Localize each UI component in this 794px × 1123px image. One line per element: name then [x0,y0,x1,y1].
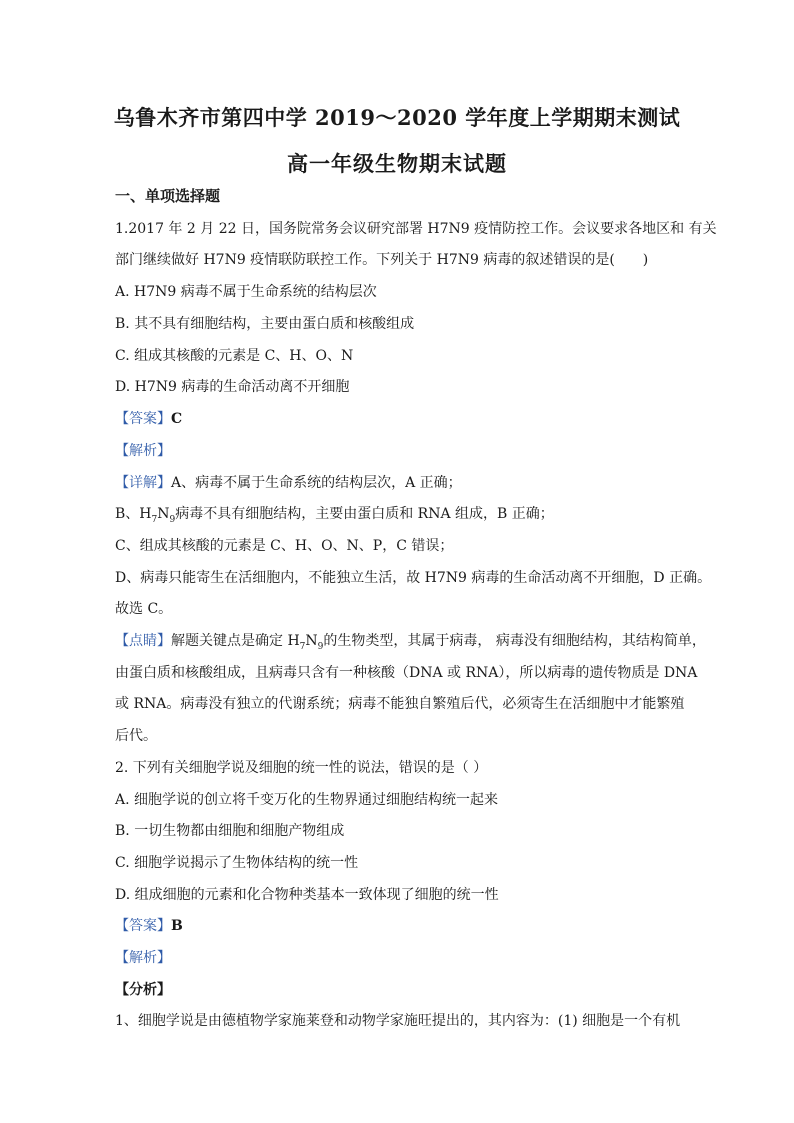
answer-value: B [171,918,183,934]
point-label: 【点睛】 [115,633,171,649]
point-post: 的生物类型，其属于病毒， 病毒没有细胞结构，其结构简单， [323,633,706,649]
q2-option-b: B. 一切生物都由细胞和细胞产物组成 [115,823,345,839]
section-heading: 一、单项选择题 [115,187,221,205]
q2-stem: 2. 下列有关细胞学说及细胞的统一性的说法，错误的是（ ） [115,760,488,776]
q1-detail-d: D、病毒只能寄生在活细胞内，不能独立生活，故 H7N9 病毒的生命活动离不开细胞，D 正确。 [115,570,712,586]
point-pre: 解题关键点是确定 H [171,633,300,649]
q1-point-line1 [115,630,706,652]
detail-b-sub2: 9 [169,514,176,525]
q1-point-line4: 后代。 [115,728,157,744]
q1-point-line2: 由蛋白质和核酸组成，且病毒只含有一种核酸（DNA 或 RNA），所以病毒的遗传物质是 DNA [115,665,698,681]
q1-option-c: C. 组成其核酸的元素是 C、H、O、N [115,348,354,364]
q2-option-d: D. 组成细胞的元素和化合物种类基本一致体现了细胞的统一性 [115,887,499,903]
point-sub2: 9 [317,641,324,652]
analyze-label: 【分析】 [115,982,171,998]
q1-conclusion: 故选 C。 [115,601,173,617]
page-subtitle: 高一年级生物期末试题 [287,151,507,176]
detail-b-sub1: 7 [151,514,158,525]
page-title: 乌鲁木齐市第四中学 2019～2020 学年度上学期期末测试 [113,105,681,130]
q1-option-d: D. H7N9 病毒的生命活动离不开细胞 [115,379,350,395]
q1-stem-line1: 1.2017 年 2 月 22 日，国务院常务会议研究部署 H7N9 疫情防控工作。会议要求各地区和 有关 [115,221,717,237]
answer-label: 【答案】 [115,918,171,934]
analysis-label: 【解析】 [115,950,171,966]
q2-text-line1: 1、细胞学说是由德植物学家施莱登和动物学家施旺提出的，其内容为：(1) 细胞是一个有机 [115,1013,681,1029]
point-mid: N [305,633,318,649]
answer-value: C [171,411,183,427]
answer-label: 【答案】 [115,411,171,427]
q2-answer [115,915,690,935]
analysis-label: 【解析】 [115,443,171,459]
q2-analyze-label [115,979,690,999]
q2-option-a: A. 细胞学说的创立将千变万化的生物界通过细胞结构统一起来 [115,792,499,808]
detail-b-mid: N [157,506,170,522]
detail-b-pre: B、H [115,506,152,522]
q1-detail-b [115,503,690,525]
q2-analysis-label [115,947,690,967]
q1-detail-a [115,472,690,492]
q1-detail-c: C、组成其核酸的元素是 C、H、O、N、P，C 错误； [115,538,454,554]
q1-option-a: A. H7N9 病毒不属于生命系统的结构层次 [115,284,377,300]
detail-b-post: 病毒不具有细胞结构，主要由蛋白质和 RNA 组成，B 正确； [175,506,554,522]
q1-answer [115,408,690,428]
detail-a-text: A、病毒不属于生命系统的结构层次，A 正确； [171,475,462,491]
q1-point-line3: 或 RNA。病毒没有独立的代谢系统；病毒不能独自繁殖后代，必须寄生在活细胞中才能繁殖 [115,696,685,712]
q2-option-c: C. 细胞学说揭示了生物体结构的统一性 [115,855,359,871]
q1-analysis-label [115,440,690,460]
point-sub1: 7 [299,641,306,652]
q1-option-b: B. 其不具有细胞结构，主要由蛋白质和核酸组成 [115,316,415,332]
detail-label: 【详解】 [115,475,171,491]
q1-stem-line2: 部门继续做好 H7N9 疫情联防联控工作。下列关于 H7N9 病毒的叙述错误的是( ) [115,252,649,268]
